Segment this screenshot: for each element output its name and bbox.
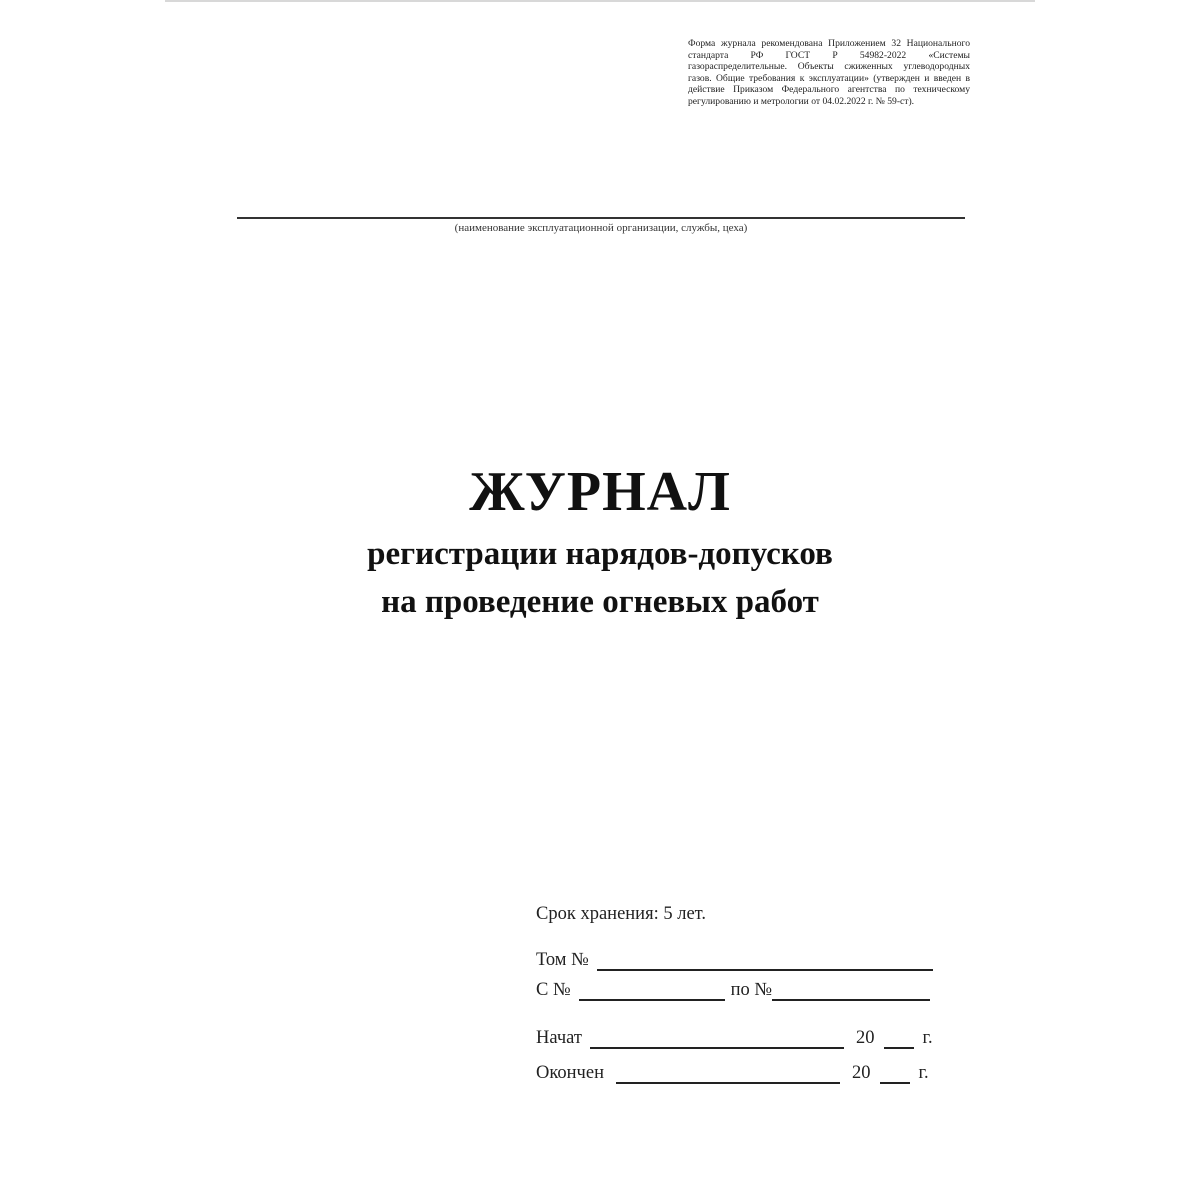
- started-label: Начат: [536, 1028, 582, 1048]
- ended-year-prefix: 20: [851, 1063, 871, 1083]
- started-year-field[interactable]: [884, 1029, 914, 1049]
- organization-name-field[interactable]: [237, 217, 965, 219]
- document-title: [200, 460, 1000, 626]
- retention-row: [536, 904, 706, 925]
- started-row: [536, 1028, 933, 1049]
- started-year-prefix: 20: [855, 1028, 875, 1048]
- ended-label: Окончен: [536, 1063, 604, 1083]
- title-main: ЖУРНАЛ: [469, 461, 731, 523]
- title-line-1: регистрации нарядов-допусков: [367, 536, 833, 572]
- to-label: по №: [730, 980, 773, 1000]
- ended-row: [536, 1063, 929, 1084]
- from-label: С №: [536, 980, 571, 1000]
- started-year-suffix: г.: [922, 1028, 933, 1048]
- range-row: [536, 980, 930, 1001]
- volume-label: Том №: [536, 950, 589, 970]
- ended-year-field[interactable]: [880, 1064, 910, 1084]
- standard-reference-note: Форма журнала рекомендована Приложением 32 Национального стандарта РФ ГОСТ Р 54982-2022 «Системы газораспределительные. Объекты сжиженных углеводородных газов. Общие требования к эксплуатации» (утвержден и введен в действие Приказом Федерального агентства по техническому регулированию и метрологии от 04.02.2022 г. № 59-ст).: [688, 38, 970, 107]
- ended-year-suffix: г.: [918, 1063, 929, 1083]
- retention-period: Срок хранения: 5 лет.: [536, 904, 706, 924]
- organization-caption: (наименование эксплуатационной организации, службы, цеха): [454, 222, 748, 234]
- ended-date-field[interactable]: [616, 1064, 840, 1084]
- title-line-2: на проведение огневых работ: [381, 584, 819, 620]
- page-top-edge: [165, 0, 1035, 2]
- volume-number-field[interactable]: [597, 951, 933, 971]
- volume-row: [536, 950, 933, 971]
- from-number-field[interactable]: [579, 981, 725, 1001]
- started-date-field[interactable]: [590, 1029, 844, 1049]
- to-number-field[interactable]: [772, 981, 930, 1001]
